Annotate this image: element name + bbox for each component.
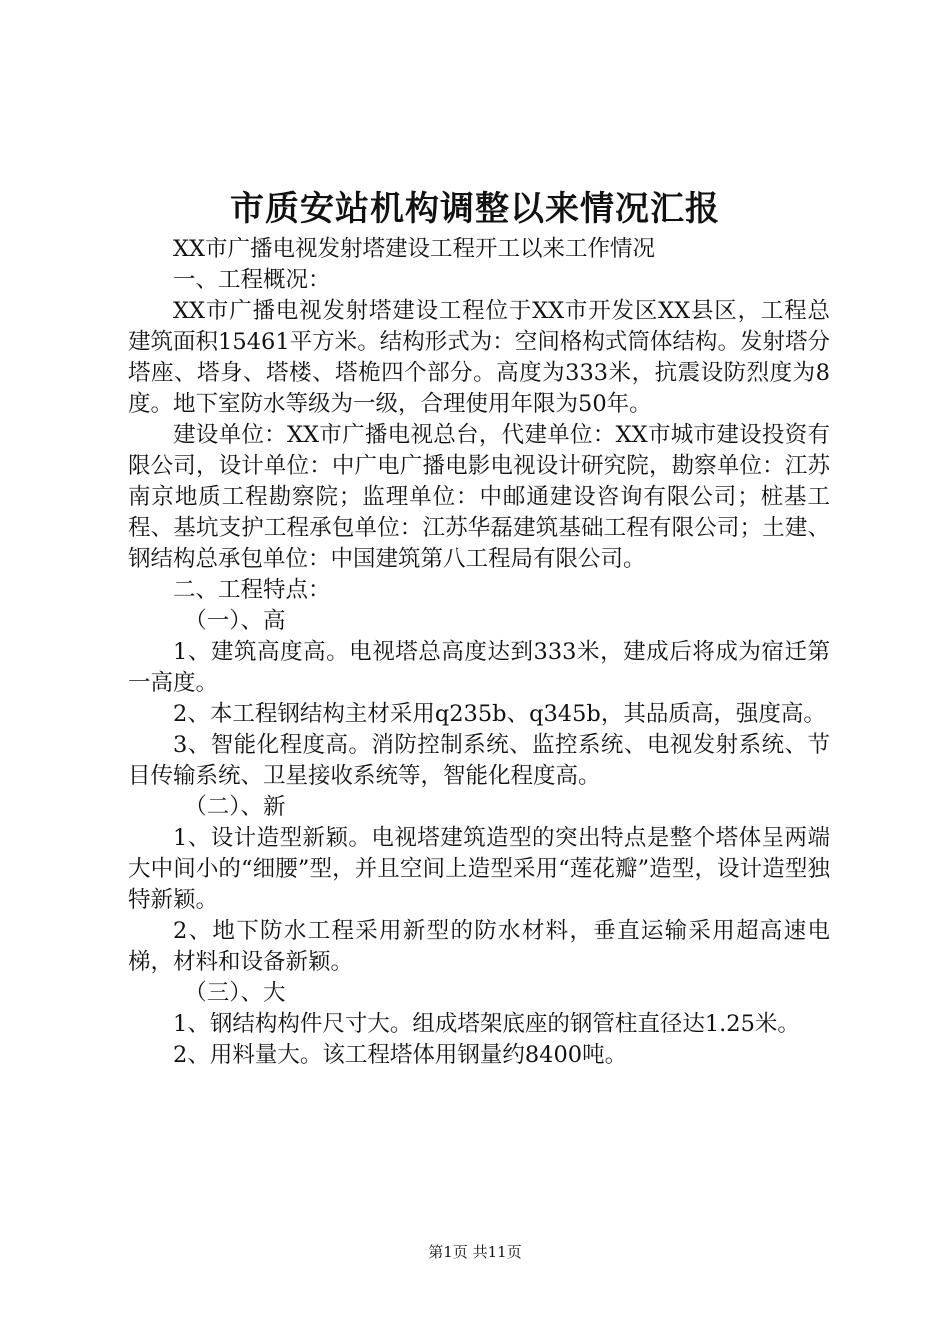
paragraph-new-1: 1、设计造型新颖。电视塔建筑造型的突出特点是整个塔体呈两端大中间小的“细腰”型，并且空间上造型采用“莲花瓣”造型，设计造型独特新颖。: [128, 825, 830, 913]
subsection-heading-high: （一）、高: [184, 608, 286, 634]
paragraph-subtitle: XX市广播电视发射塔建设工程开工以来工作情况: [173, 236, 656, 262]
paragraph-high-1: 1、建筑高度高。电视塔总高度达到333米，建成后将成为宿迁第一高度。: [128, 639, 830, 696]
subsection-heading-new: （二）、新: [184, 794, 286, 820]
section-heading-features: 二、工程特点：: [173, 577, 331, 603]
paragraph-units: 建设单位：XX市广播电视总台，代建单位：XX市城市建设投资有限公司，设计单位：中广电广播电影电视设计研究院，勘察单位：江苏南京地质工程勘察院；监理单位：中邮通建设咨询有限公司；桩基工程、基坑支护工程承包单位：江苏华磊建筑基础工程有限公司；土建、钢结构总承包单位：中国建筑第八工程局有限公司。: [128, 422, 830, 572]
page-number-footer: 第1页 共11页: [428, 1243, 522, 1261]
paragraph-new-2: 2、地下防水工程采用新型的防水材料，垂直运输采用超高速电梯，材料和设备新颖。: [128, 918, 830, 975]
paragraph-high-3: 3、智能化程度高。消防控制系统、监控系统、电视发射系统、节目传输系统、卫星接收系统等，智能化程度高。: [128, 732, 830, 789]
paragraph-large-2: 2、用料量大。该工程塔体用钢量约8400吨。: [173, 1042, 628, 1068]
paragraph-large-1: 1、钢结构构件尺寸大。组成塔架底座的钢管柱直径达1.25米。: [173, 1011, 800, 1037]
document-title: 市质安站机构调整以来情况汇报: [230, 189, 720, 229]
section-heading-overview: 一、工程概况：: [173, 267, 331, 293]
paragraph-overview: XX市广播电视发射塔建设工程位于XX市开发区XX县区，工程总建筑面积15461平方米。结构形式为：空间格构式筒体结构。发射塔分塔座、塔身、塔楼、塔桅四个部分。高度为333米，抗震设防烈度为8度。地下室防水等级为一级，合理使用年限为50年。: [128, 298, 830, 417]
subsection-heading-large: （三）、大: [184, 980, 286, 1006]
document-body: [128, 234, 830, 1071]
paragraph-high-2: 2、本工程钢结构主材采用q235b、q345b，其品质高，强度高。: [173, 701, 826, 727]
